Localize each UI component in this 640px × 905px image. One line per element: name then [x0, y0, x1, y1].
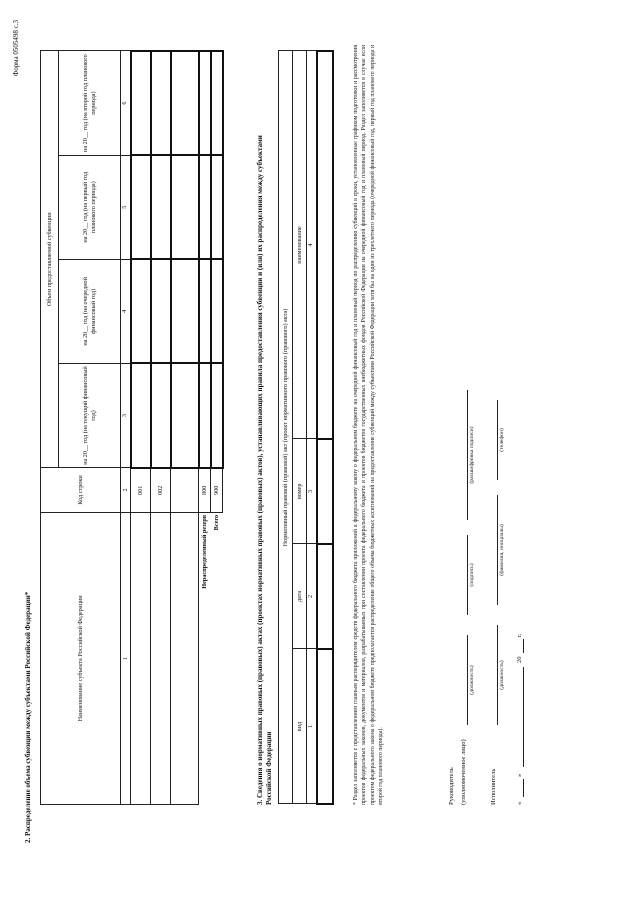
date-quote-open: « [516, 801, 523, 805]
cell [199, 51, 211, 155]
table-row [171, 51, 199, 805]
header-subject: Наименование субъекта Российской Федерации [41, 512, 121, 804]
sign-caption: (подпись) [469, 563, 475, 587]
month-line [523, 667, 524, 767]
cell [151, 155, 171, 259]
row-name [171, 512, 199, 804]
header-period-plan1: на 20__ год (на первый год планового периода) [59, 155, 121, 259]
exec-position-caption: (должность) [499, 660, 505, 690]
cell [199, 259, 211, 363]
day-line [523, 779, 524, 797]
cell [211, 155, 223, 259]
cell [131, 51, 151, 155]
col-num: 2 [121, 468, 131, 513]
cell [199, 363, 211, 467]
col-num: 3 [121, 363, 131, 467]
row-code: 800 [199, 468, 211, 513]
header-volume: Объем предоставляемой субвенции [41, 51, 59, 468]
cell [131, 363, 151, 467]
cell [171, 363, 199, 467]
executor-label: Исполнитель [490, 768, 497, 805]
footnote: * Раздел заполняется с представлением главным распорядителем средств федерального бюджета приложений к федеральному закону о федеральном бюджете на очередной финансовый год и плановый период по распределению субвенций в сроки, установленные графиком подготовки и рассмотрения проектов федеральных законов, документов и материалов, разрабатываемых при составлении проекта федерального бюджета и проектов бюджетов государственных внебюджетных фондов Российской Федерации на очередной финансовый год и плановый период. Раздел заполняется в случае если проектом федерального закона о федеральном бюджете предполагается распределение общего объема бюджетных ассигнований на предоставление субвенций между субъектами Российской Федерации хотя бы на один из трехлетнего периода (очередной финансовый год, первый год планового периода и второй год планового периода). [353, 45, 385, 805]
header-name: наименование [293, 51, 307, 439]
cell [151, 259, 171, 363]
header-period-plan2: на 20__ год (на второй год планового периода) [59, 51, 121, 155]
cell [151, 363, 171, 467]
form-number: Форма 0505498 с.3 [12, 20, 20, 77]
col-num: 3 [307, 439, 317, 544]
row-code: 002 [151, 468, 171, 513]
position-caption: (должность) [469, 665, 475, 695]
cell [171, 259, 199, 363]
header-date: дата [293, 544, 307, 649]
row-code [171, 468, 199, 513]
cell [199, 155, 211, 259]
section2-title: 2. Распределение объема субвенции между субъектами Российской Федерации* [24, 591, 32, 843]
cell [171, 51, 199, 155]
row-name [151, 512, 171, 804]
year-line [523, 639, 524, 653]
decode-line [467, 390, 468, 520]
sign-line [467, 535, 468, 615]
cell [317, 51, 333, 439]
header-number: номер [293, 439, 307, 544]
table-row [131, 51, 151, 805]
header-period-current: на 20__ год (на текущий финансовый год) [59, 363, 121, 467]
table-row [199, 51, 211, 805]
table-row [151, 51, 171, 805]
position-line [467, 635, 468, 725]
col-num: 1 [307, 649, 317, 804]
cell [317, 649, 333, 804]
header-period-next: на 20__ год (на очередной финансовый год) [59, 259, 121, 363]
row-name [131, 512, 151, 804]
header-act: Нормативный правовой (правовой) акт (проект нормативного правового (правового) акта) [279, 51, 293, 804]
col-num: 5 [121, 155, 131, 259]
phone-line [497, 400, 498, 480]
phone-caption: (телефон) [499, 428, 505, 452]
acts-table [278, 50, 334, 805]
head-label: Руководитель [448, 767, 455, 805]
col-num: 2 [307, 544, 317, 649]
header-type: вид [293, 649, 307, 804]
cell [317, 439, 333, 544]
cell [211, 51, 223, 155]
year-suffix: г. [516, 633, 523, 637]
cell [211, 363, 223, 467]
col-num: 1 [121, 512, 131, 804]
fio-caption: (фамилия, инициалы) [499, 524, 505, 576]
row-code: 900 [211, 468, 223, 513]
date-quote-close: » [516, 773, 523, 777]
row-total-label: Всего [212, 514, 220, 531]
fio-line [497, 495, 498, 605]
col-num: 4 [307, 51, 317, 439]
head-sub-label: (уполномоченное лицо) [460, 739, 467, 805]
exec-position-line [497, 625, 498, 725]
row-reserve-label: Нераспределенный резерв [200, 514, 208, 589]
col-num: 4 [121, 259, 131, 363]
cell [131, 259, 151, 363]
year-prefix: 20 [516, 656, 523, 663]
row-code: 001 [131, 468, 151, 513]
table-row [317, 51, 333, 804]
decode-caption: (расшифровка подписи) [469, 426, 475, 484]
cell [131, 155, 151, 259]
cell [211, 259, 223, 363]
cell [171, 155, 199, 259]
table-row [211, 51, 223, 805]
section3-title: 3. Сведения о нормативных правовых (правовых) актах (проектах нормативных правовых (правовых) актов), устанавливающих правила предоставления субвенции и (или) их распределения между субъектами Российской Федерации [256, 135, 274, 805]
col-num: 6 [121, 51, 131, 155]
cell [317, 544, 333, 649]
cell [151, 51, 171, 155]
distribution-table [40, 50, 224, 805]
header-code: Код строки [41, 468, 121, 513]
